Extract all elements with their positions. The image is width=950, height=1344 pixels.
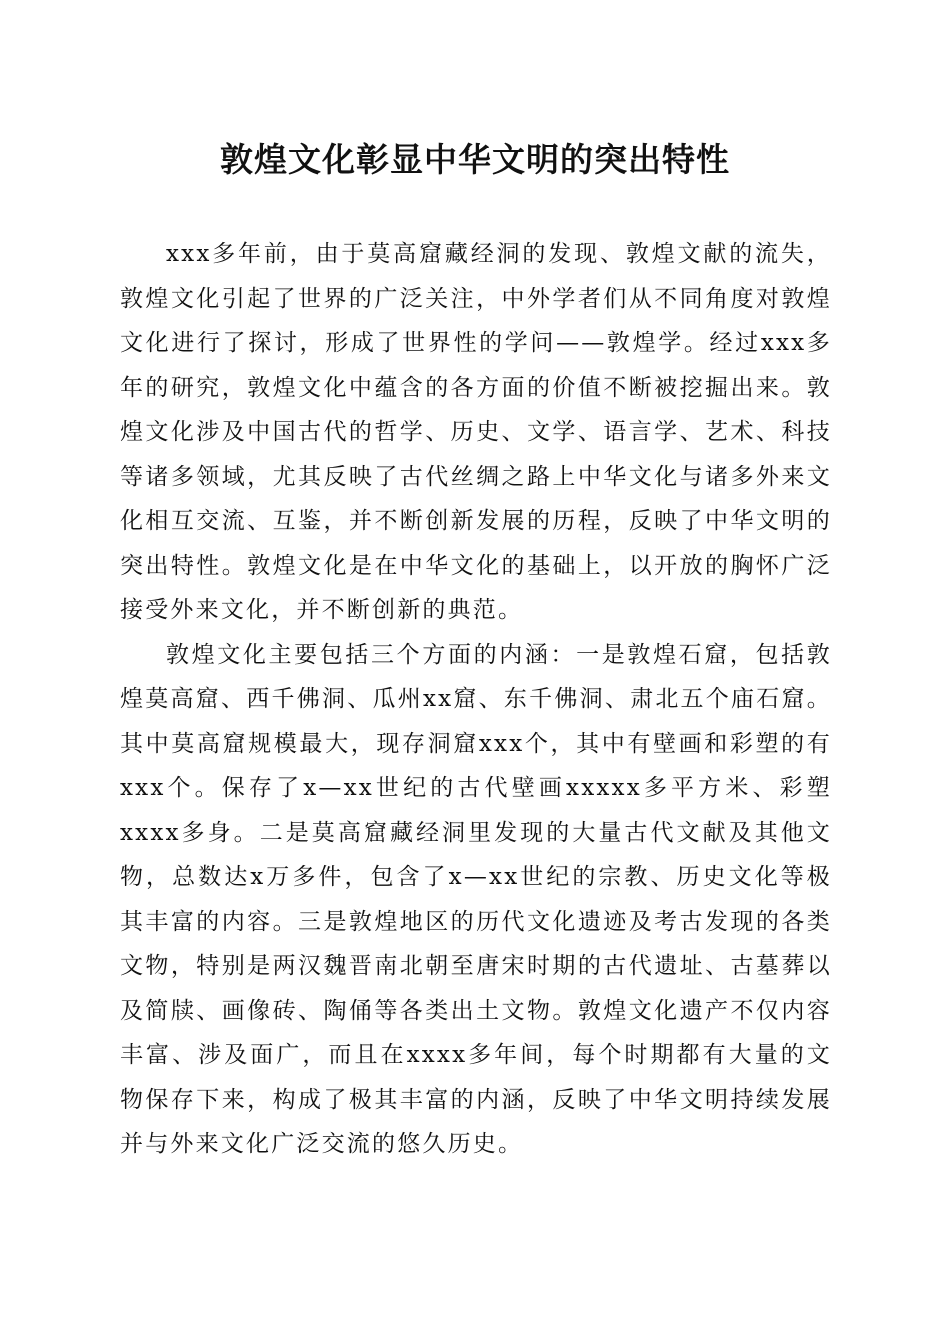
paragraph-2: 敦煌文化主要包括三个方面的内涵：一是敦煌石窟，包括敦煌莫高窟、西千佛洞、瓜州xx窟、东千佛洞、肃北五个庙石窟。其中莫高窟规模最大，现存洞窟xxx个，其中有壁画和彩塑的有xxx个。保存了x—xx世纪的古代壁画xxxxx多平方米、彩塑xxxx多身。二是莫高窟藏经洞里发现的大量古代文献及其他文物，总数达x万多件，包含了x—xx世纪的宗教、历史文化等极其丰富的内容。三是敦煌地区的历代文化遗迹及考古发现的各类文物，特别是两汉魏晋南北朝至唐宋时期的古代遗址、古墓葬以及简牍、画像砖、陶俑等各类出土文物。敦煌文化遗产不仅内容丰富、涉及面广，而且在xxxx多年间，每个时期都有大量的文物保存下来，构成了极其丰富的内涵，反映了中华文明持续发展并与外来文化广泛交流的悠久历史。 (120, 641, 832, 1157)
paragraph-1: xxx多年前，由于莫高窟藏经洞的发现、敦煌文献的流失，敦煌文化引起了世界的广泛关注，中外学者们从不同角度对敦煌文化进行了探讨，形成了世界性的学问——敦煌学。经过xxx多年的研究，敦煌文化中蕴含的各方面的价值不断被挖掘出来。敦煌文化涉及中国古代的哲学、历史、文学、语言学、艺术、科技等诸多领域，尤其反映了古代丝绸之路上中华文化与诸多外来文化相互交流、互鉴，并不断创新发展的历程，反映了中华文明的突出特性。敦煌文化是在中华文化的基础上，以开放的胸怀广泛接受外来文化，并不断创新的典范。 (120, 241, 832, 623)
document-title: 敦煌文化彰显中华文明的突出特性 (220, 140, 730, 179)
document-body (120, 232, 832, 1167)
